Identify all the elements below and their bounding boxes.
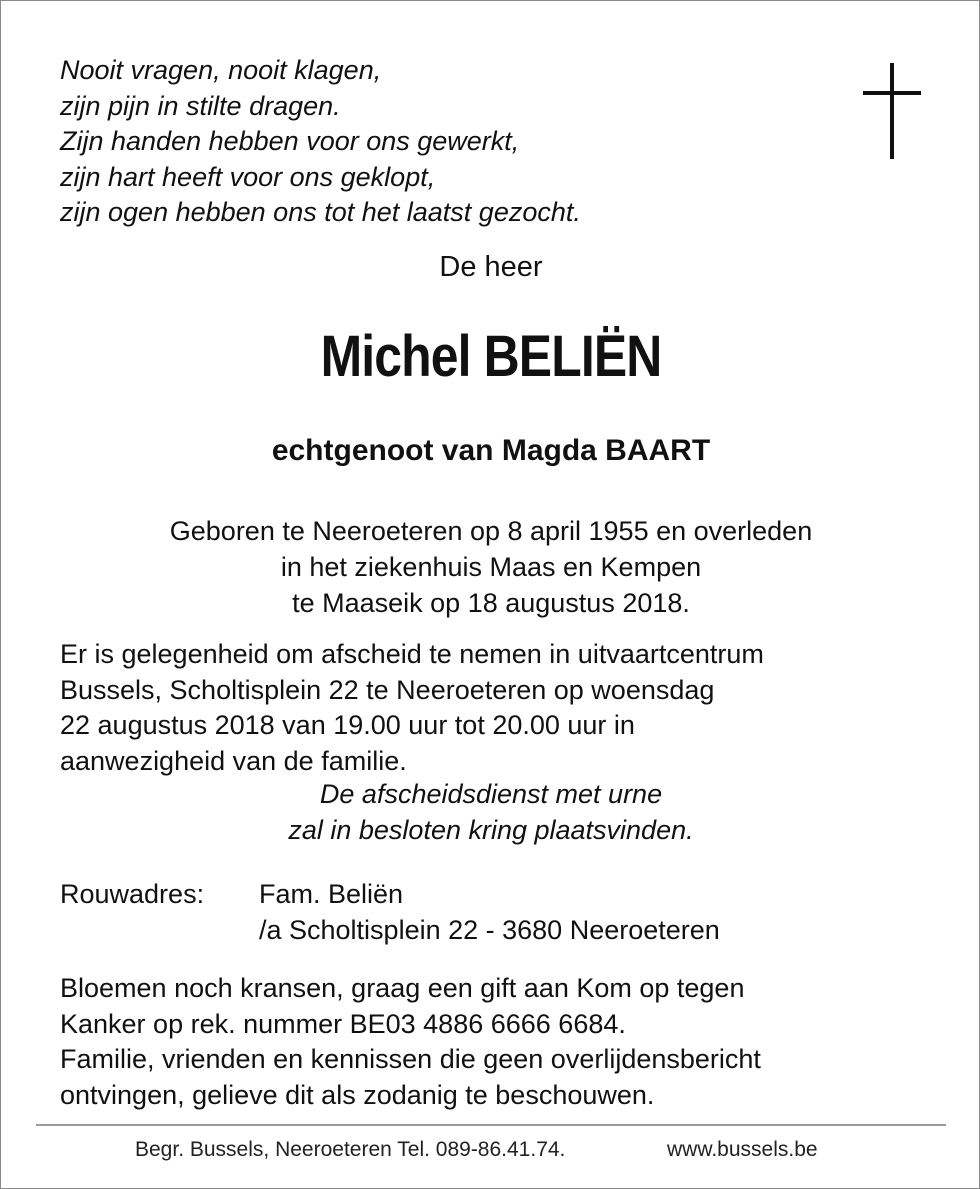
birth-death-line: te Maaseik op 18 augustus 2018.: [292, 588, 690, 618]
poem: [60, 53, 581, 231]
farewell-line: Er is gelegenheid om afscheid te nemen in uitvaartcentrum: [60, 639, 764, 669]
spouse-line: echtgenoot van Magda BAART: [271, 434, 711, 467]
deceased-name: Michel BELIËN: [320, 324, 662, 389]
farewell-line: Bussels, Scholtisplein 22 te Neeroeteren op woensdag: [60, 674, 715, 705]
flowers-line: Familie, vrienden en kennissen die geen overlijdensbericht: [60, 1044, 761, 1074]
poem-line: zijn ogen hebben ons tot het laatst gezocht.: [60, 197, 581, 227]
poem-line: zijn pijn in stilte dragen.: [60, 90, 341, 121]
service-line: zal in besloten kring plaatsvinden.: [288, 814, 694, 845]
footer-divider: [36, 1124, 946, 1126]
flowers-line: ontvingen, gelieve dit als zodanig te beschouwen.: [60, 1079, 655, 1110]
service-line: De afscheidsdienst met urne: [319, 779, 663, 809]
rouwadres-line: /a Scholtisplein 22 - 3680 Neeroeteren: [259, 914, 720, 945]
farewell-paragraph: [60, 637, 764, 779]
farewell-line: aanwezigheid van de familie.: [60, 745, 407, 776]
birth-death-info: [1, 513, 980, 621]
birth-death-line: in het ziekenhuis Maas en Kempen: [280, 552, 702, 582]
farewell-line: 22 augustus 2018 van 19.00 uur tot 20.00 uur in: [60, 710, 635, 740]
poem-line: Nooit vragen, nooit klagen,: [60, 55, 382, 85]
birth-death-line: Geboren te Neeroeteren op 8 april 1955 en overleden: [169, 516, 813, 546]
cross-icon: [863, 63, 921, 159]
poem-line: Zijn handen hebben voor ons gewerkt,: [60, 126, 520, 156]
poem-line: zijn hart heeft voor ons geklopt,: [60, 161, 436, 192]
salutation: De heer: [439, 251, 543, 283]
footer-undertaker: Begr. Bussels, Neeroeteren Tel. 089-86.41.74.: [135, 1138, 566, 1161]
rouwadres-label: Rouwadres:: [60, 879, 205, 909]
service-notice: [1, 777, 980, 848]
rouwadres-address: [259, 877, 720, 948]
rouwadres-line: Fam. Beliën: [259, 879, 404, 909]
flowers-line: Kanker op rek. nummer BE03 4886 6666 6684.: [60, 1008, 626, 1039]
flowers-line: Bloemen noch kransen, graag een gift aan Kom op tegen: [60, 973, 745, 1003]
footer-website: www.bussels.be: [667, 1138, 818, 1161]
flowers-paragraph: [60, 971, 761, 1113]
